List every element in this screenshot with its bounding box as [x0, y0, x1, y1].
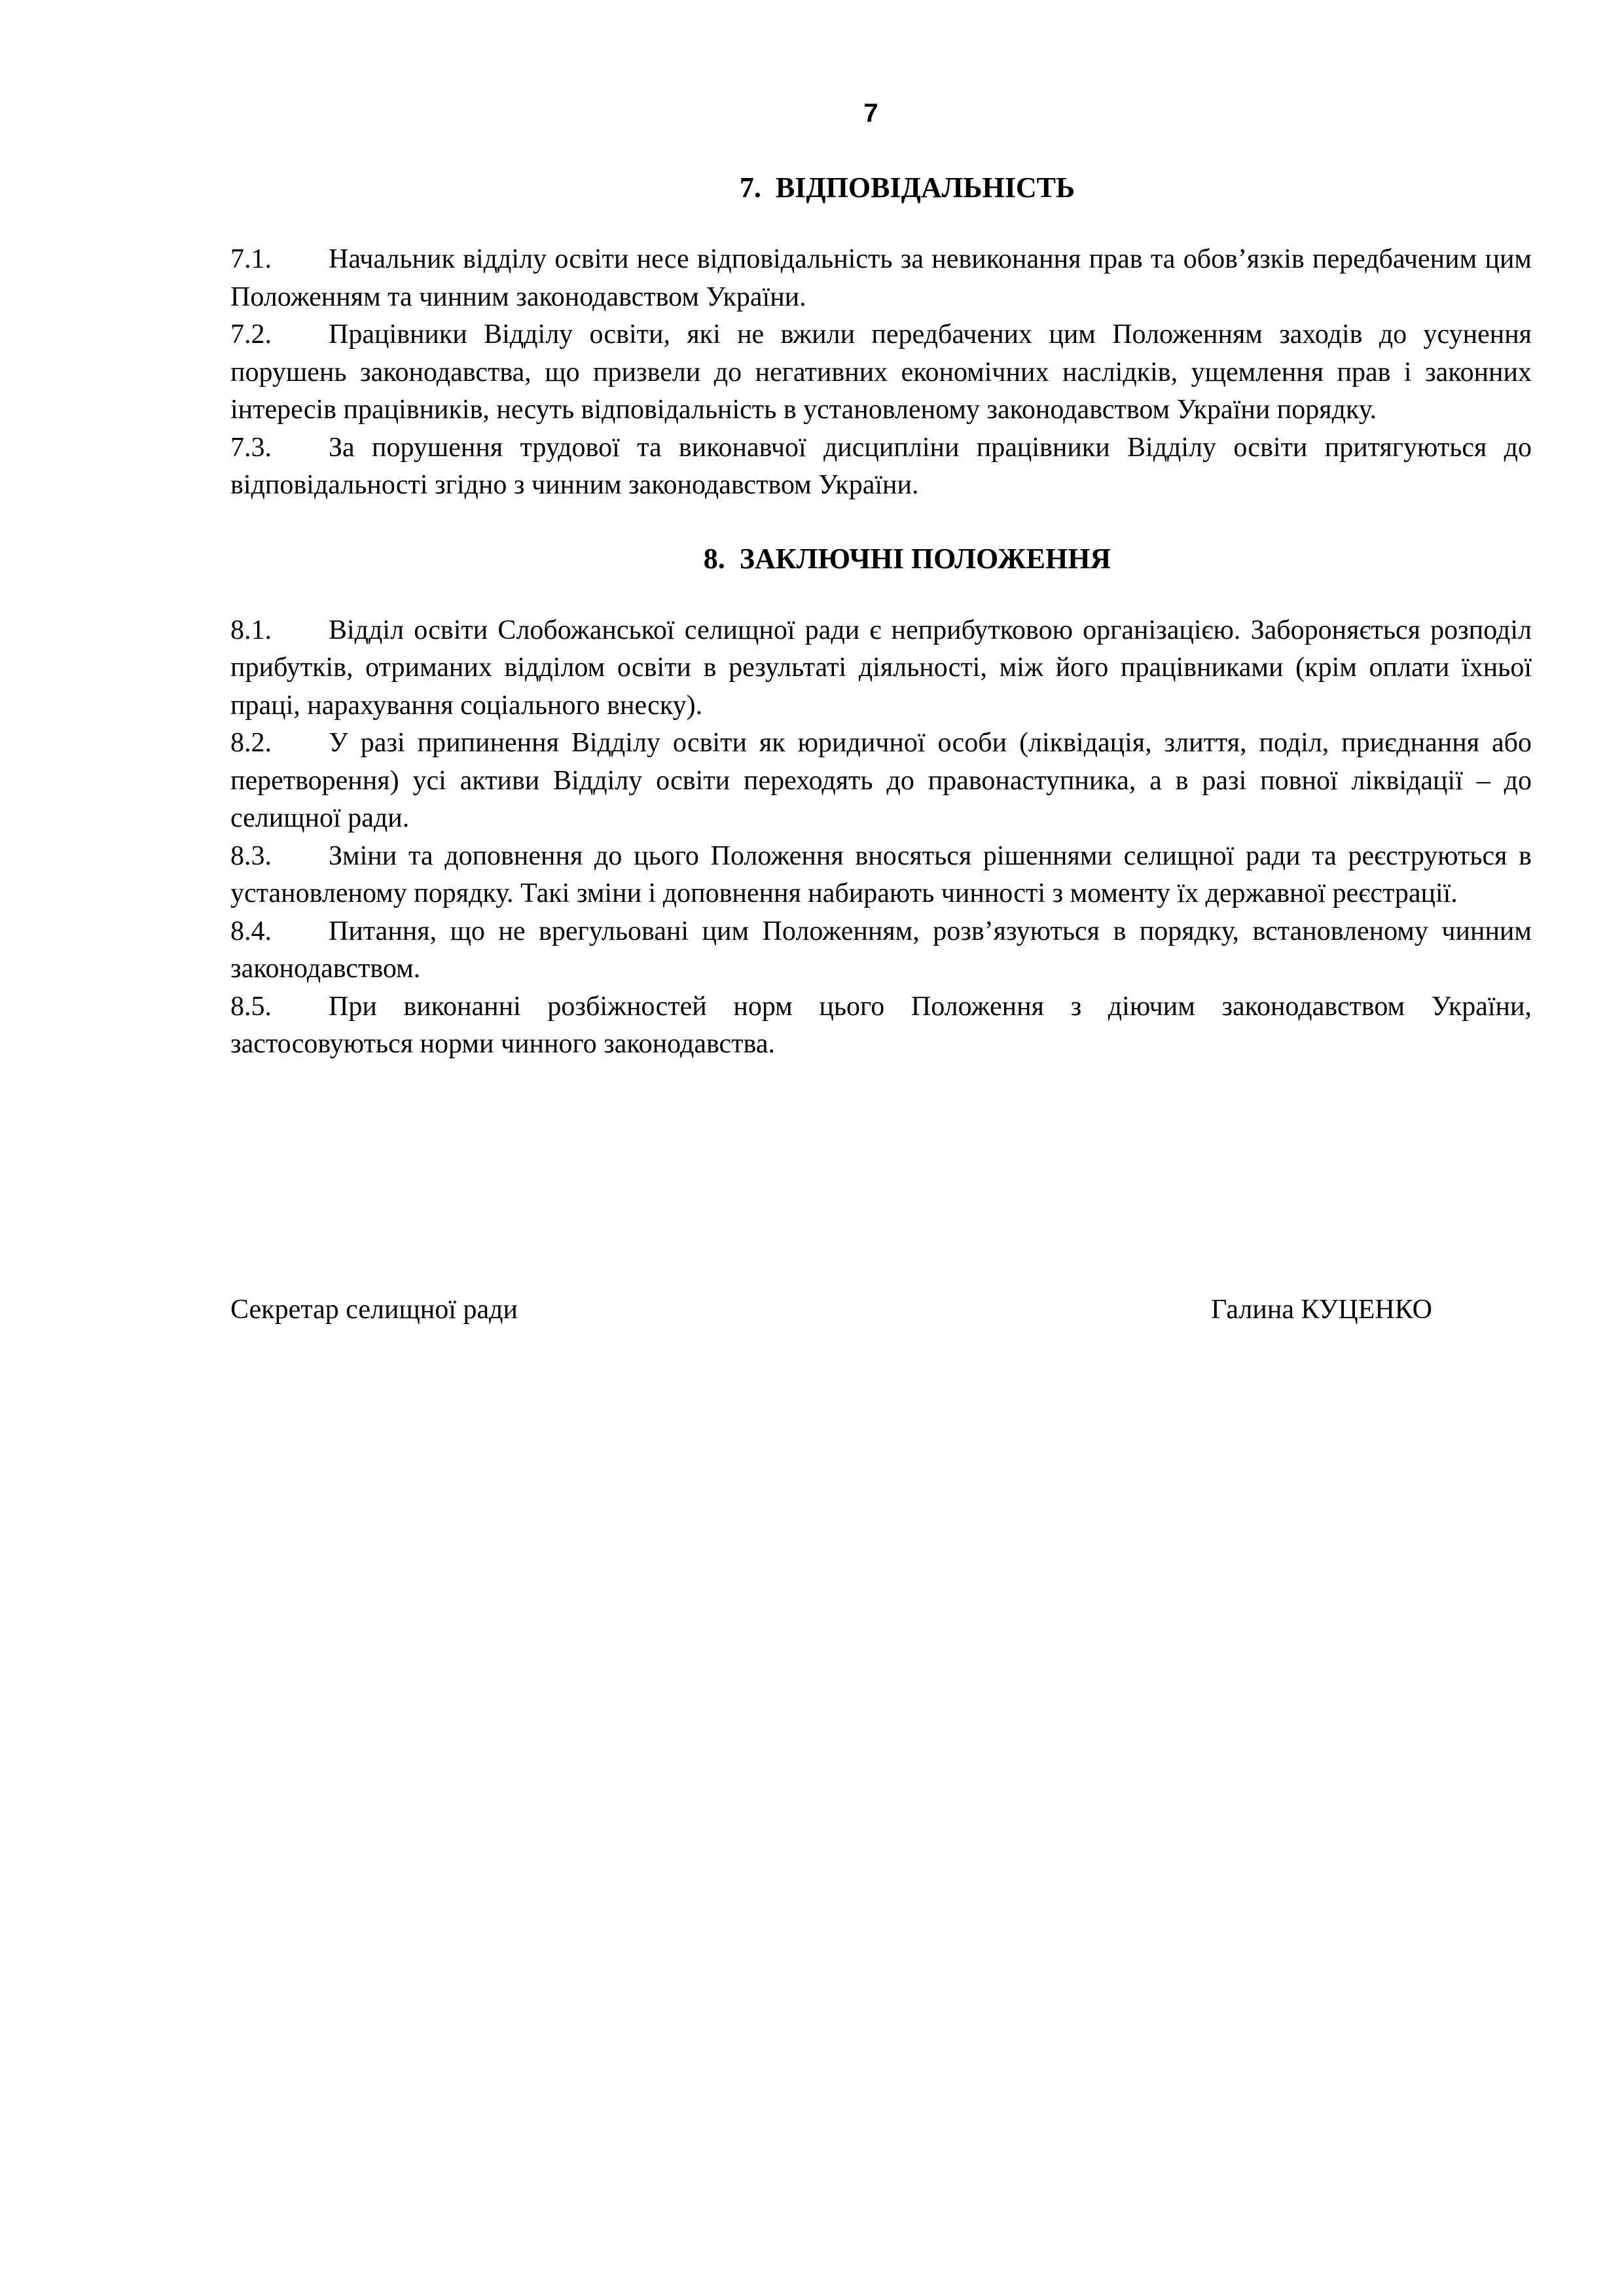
- section-title-text: ВІДПОВІДАЛЬНІСТЬ: [775, 171, 1075, 204]
- clause-number: 8.3.: [230, 840, 272, 871]
- clause: [230, 838, 1532, 913]
- clause: [230, 429, 1532, 505]
- section-final-provisions: [230, 540, 1532, 1064]
- clause: [230, 316, 1532, 429]
- clause: [230, 988, 1532, 1064]
- clause-text: Питання, що не врегульовані цим Положенням, розв’язуються в порядку, встановленому чинним законодавством.: [230, 916, 1532, 984]
- clause: [230, 913, 1532, 988]
- clause-text: За порушення трудової та виконавчої дисципліни працівники Відділу освіти притягуються до відповідальності згідно з чинним законодавством України.: [230, 432, 1532, 500]
- section-number: 8.: [703, 542, 725, 575]
- clause: [230, 241, 1532, 316]
- clause: [230, 612, 1532, 725]
- signature-block: [230, 1291, 1432, 1329]
- section-responsibility: [230, 169, 1532, 505]
- clause-list: [230, 241, 1532, 505]
- clause-number: 8.2.: [230, 728, 272, 758]
- clause-number: 8.1.: [230, 615, 272, 645]
- clause-number: 7.1.: [230, 244, 272, 274]
- section-number: 7.: [739, 171, 761, 204]
- clause-list: [230, 612, 1532, 1064]
- page-number: 7: [863, 99, 878, 128]
- signatory-name: Галина КУЦЕНКО: [1211, 1295, 1432, 1325]
- clause-text: Зміни та доповнення до цього Положення вносяться рішеннями селищної ради та реєструються в установленому порядку. Такі зміни і доповнення набирають чинності з моменту їх державної реєстрації.: [230, 840, 1532, 908]
- clause-text: При виконанні розбіжностей норм цього Положення з діючим законодавством України, застосовуються норми чинного законодавства.: [230, 991, 1532, 1059]
- signatory-position: Секретар селищної ради: [230, 1295, 518, 1325]
- section-title: [230, 169, 1532, 207]
- clause-text: Начальник відділу освіти несе відповідальність за невиконання прав та обов’язків передбаченим цим Положенням та чинним законодавством України.: [230, 244, 1532, 312]
- section-title: [230, 540, 1532, 578]
- clause-number: 7.2.: [230, 319, 272, 350]
- clause-text: Відділ освіти Слобожанської селищної ради є неприбутковою організацією. Забороняється розподіл прибутків, отриманих відділом освіти в результаті діяльності, між його працівниками (крім оплати їхньої праці, нарахування соціального внеску).: [230, 615, 1532, 721]
- document-body: [230, 169, 1532, 1064]
- clause-text: Працівники Відділу освіти, які не вжили передбачених цим Положенням заходів до усунення порушень законодавства, що призвели до негативних економічних наслідків, ущемлення прав і законних інтересів працівників, несуть відповідальність в установленому законодавством України порядку.: [230, 319, 1532, 425]
- clause-number: 7.3.: [230, 432, 272, 463]
- clause-number: 8.5.: [230, 991, 272, 1022]
- clause-number: 8.4.: [230, 916, 272, 946]
- section-title-text: ЗАКЛЮЧНІ ПОЛОЖЕННЯ: [739, 542, 1111, 575]
- clause-text: У разі припинення Відділу освіти як юридичної особи (ліквідація, злиття, поділ, приєднання або перетворення) усі активи Відділу освіти переходять до правонаступника, а в разі повної ліквідації – до селищної ради.: [230, 728, 1532, 833]
- clause: [230, 725, 1532, 838]
